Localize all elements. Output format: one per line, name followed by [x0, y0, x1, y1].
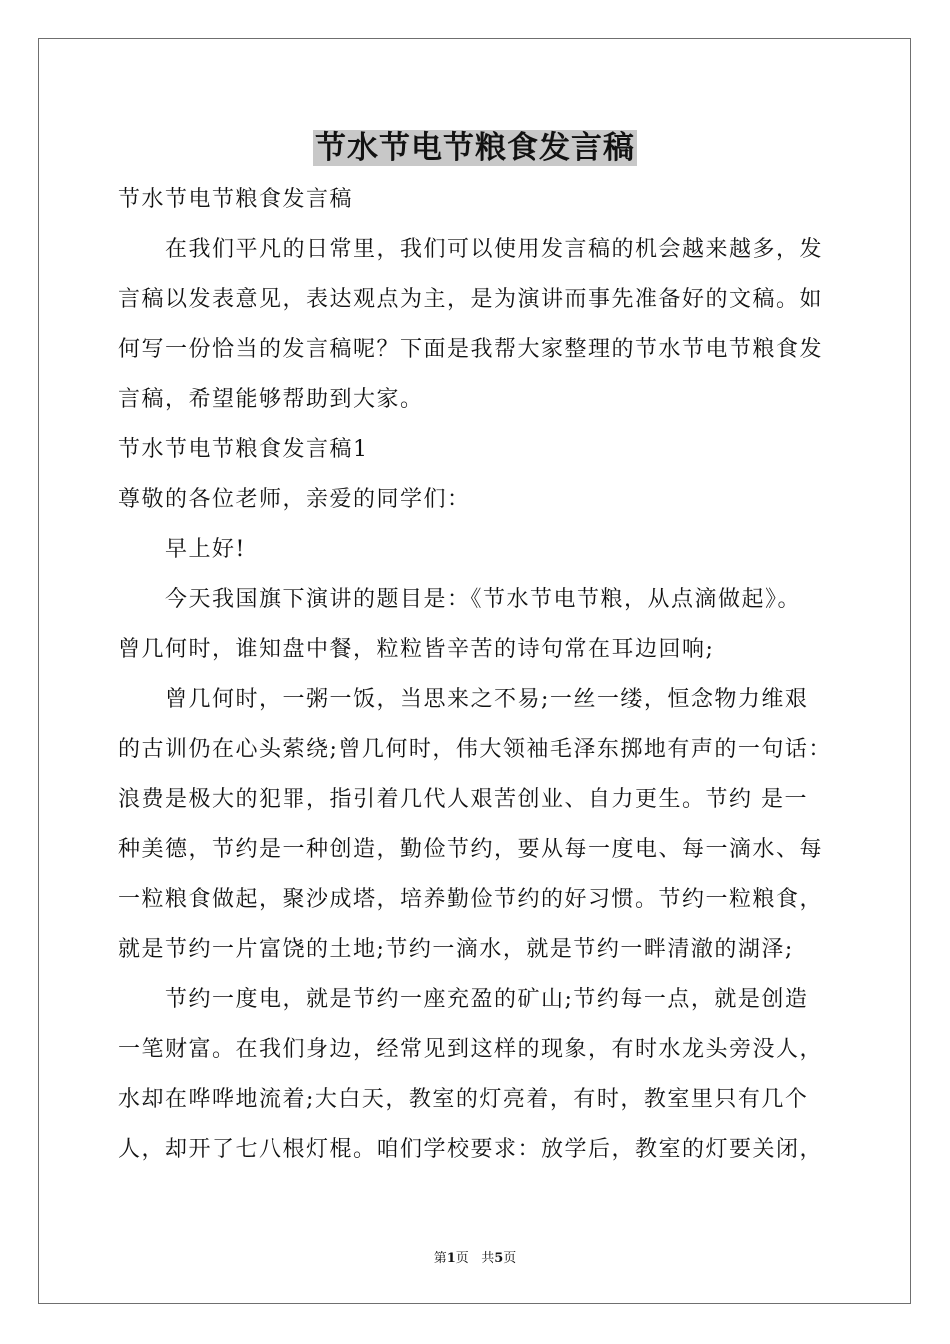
footer-prefix: 第 [433, 1251, 447, 1266]
section-heading: 节水节电节粮食发言稿1 [118, 437, 369, 462]
footer-total-suffix: 页 [503, 1251, 517, 1266]
paragraph-line: 浪费是极大的犯罪，指引着几代人艰苦创业、自力更生。节约 是一 [118, 787, 808, 812]
document-subtitle: 节水节电节粮食发言稿 [118, 187, 354, 212]
footer-total-pages: 5 [494, 1251, 504, 1266]
paragraph-line: 水却在哗哗地流着;大白天，教室的灯亮着，有时，教室里只有几个 [118, 1087, 809, 1112]
paragraph-line: 节约一度电，就是节约一座充盈的矿山;节约每一点，就是创造 [165, 987, 809, 1012]
paragraph-line: 种美德，节约是一种创造，勤俭节约，要从每一度电、每一滴水、每 [118, 837, 824, 862]
paragraph-line: 曾几何时，谁知盘中餐，粒粒皆辛苦的诗句常在耳边回响; [118, 637, 715, 662]
document-title [0, 126, 950, 170]
greeting: 早上好! [165, 537, 246, 562]
footer-page-number: 1 [446, 1251, 456, 1266]
paragraph-line: 人，却开了七八根灯棍。咱们学校要求：放学后，教室的灯要关闭， [118, 1137, 824, 1162]
paragraph-line: 今天我国旗下演讲的题目是：《节水节电节粮，从点滴做起》。 [165, 587, 802, 612]
paragraph-line: 一粒粮食做起，聚沙成塔，培养勤俭节约的好习惯。节约一粒粮食， [118, 887, 824, 912]
salutation: 尊敬的各位老师，亲爱的同学们： [118, 487, 471, 512]
paragraph-line: 就是节约一片富饶的土地;节约一滴水，就是节约一畔清澈的湖泽; [118, 937, 794, 962]
paragraph-line: 何写一份恰当的发言稿呢？下面是我帮大家整理的节水节电节粮食发 [118, 337, 824, 362]
paragraph-line: 一笔财富。在我们身边，经常见到这样的现象，有时水龙头旁没人， [118, 1037, 824, 1062]
page-border [38, 38, 911, 1304]
page-footer [0, 1250, 950, 1268]
paragraph-line: 的古训仍在心头萦绕;曾几何时，伟大领袖毛泽东掷地有声的一句话： [118, 737, 832, 762]
footer-total-prefix: 共 [481, 1251, 495, 1266]
footer-page-suffix: 页 [455, 1251, 469, 1266]
paragraph-line: 言稿以发表意见，表达观点为主，是为演讲而事先准备好的文稿。如 [118, 287, 824, 312]
paragraph-line: 曾几何时，一粥一饭，当思来之不易;一丝一缕，恒念物力维艰 [165, 687, 809, 712]
document-title-text: 节水节电节粮食发言稿 [315, 130, 635, 166]
paragraph-line: 言稿，希望能够帮助到大家。 [118, 387, 424, 412]
paragraph-line: 在我们平凡的日常里，我们可以使用发言稿的机会越来越多，发 [165, 237, 824, 262]
